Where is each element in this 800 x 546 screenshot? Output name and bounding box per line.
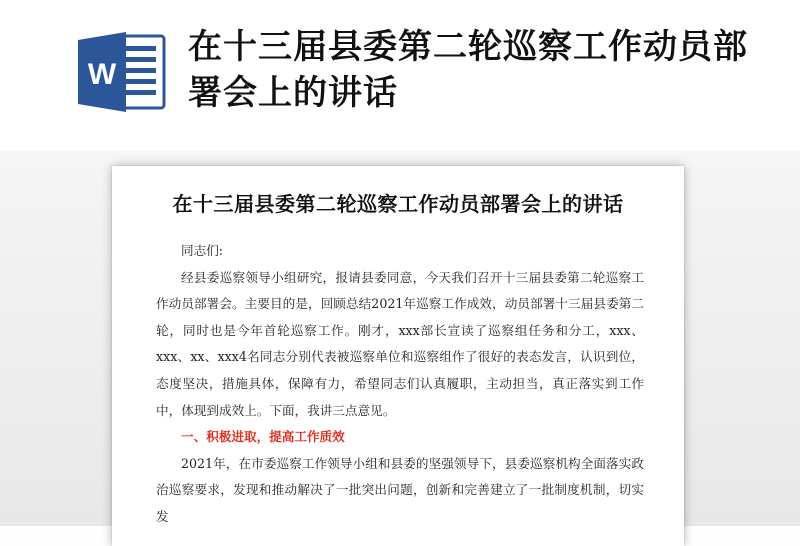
- svg-text:W: W: [87, 58, 117, 91]
- document-title: 在十三届县委第二轮巡察工作动员部署会上的讲话: [172, 192, 624, 216]
- document-page: [112, 166, 684, 546]
- header-title: 在十三届县委第二轮巡察工作动员部署会上的讲话: [188, 27, 748, 113]
- paragraph-1: 经县委巡察领导小组研究，报请县委同意，今天我们召开十三届县委第二轮巡察工作动员部署会。主要目的是，回顾总结2021年巡察工作成效，动员部署十三届县委第二轮，同时也是今年首轮巡察工作。刚才，xxx部长宣读了巡察组任务和分工，xxx、xxx、xx、xxx4名同志分别代表被巡察单位和巡察组作了很好的表态发言，认识到位，态度坚决，措施具体，保障有力，希望同志们认真履职，主动担当，真正落实到工作中，体现到成效上。下面，我讲三点意见。: [156, 269, 644, 418]
- section-heading-1: 一、积极进取，提高工作质效: [181, 429, 345, 445]
- greeting: 同志们:: [181, 243, 224, 258]
- paragraph-2: 2021年，在市委巡察工作领导小组和县委的坚强领导下，县委巡察机构全面落实政治巡察要求，发现和推动解决了一批突出问题，创新和完善建立了一批制度机制，切实发: [156, 455, 644, 524]
- document-body: [156, 238, 644, 531]
- word-icon: [76, 30, 166, 114]
- header-banner: [0, 0, 800, 150]
